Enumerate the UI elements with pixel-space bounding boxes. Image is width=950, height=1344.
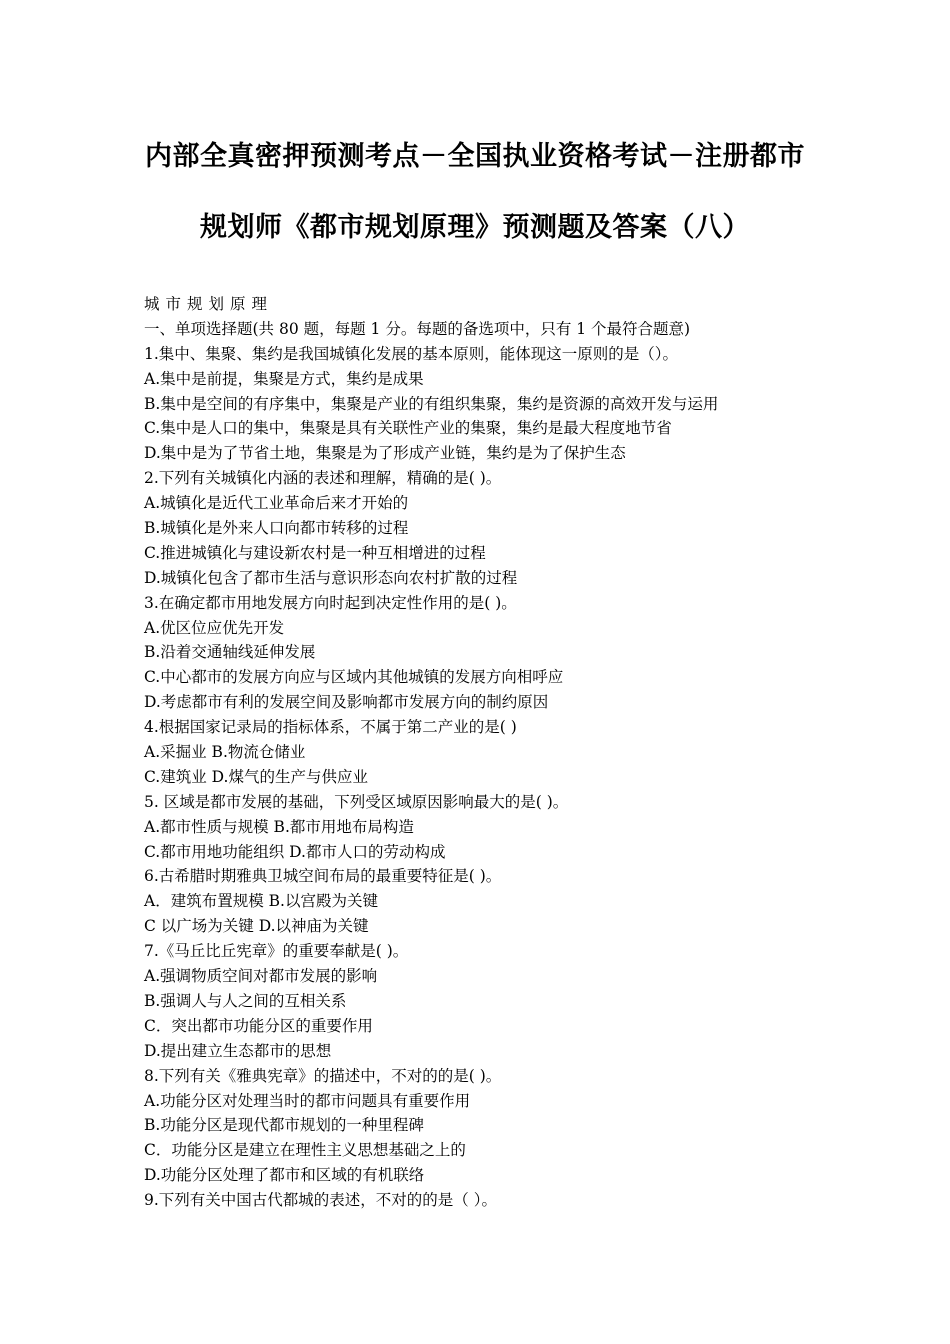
question-1-option-c: C.集中是人口的集中，集聚是具有关联性产业的集聚，集约是最大程度地节省 (144, 419, 672, 438)
question-8-option-a: A.功能分区对处理当时的都市问题具有重要作用 (144, 1091, 471, 1110)
question-1: 1.集中、集聚、集约是我国城镇化发展的基本原则，能体现这一原则的是（）。 (144, 344, 679, 363)
question-3: 3.在确定都市用地发展方向时起到决定性作用的是( )。 (144, 593, 517, 612)
question-4-options-ab: A.采掘业 B.物流仓储业 (144, 743, 306, 762)
question-8-option-c: C．功能分区是建立在理性主义思想基础之上的 (144, 1141, 466, 1160)
question-1-option-a: A.集中是前提，集聚是方式，集约是成果 (144, 369, 424, 388)
question-3-option-c: C.中心都市的发展方向应与区域内其他城镇的发展方向相呼应 (144, 668, 564, 687)
question-8-option-d: D.功能分区处理了都市和区域的有机联络 (144, 1166, 425, 1185)
question-1-option-d: D.集中是为了节省土地，集聚是为了形成产业链，集约是为了保护生态 (144, 444, 626, 463)
question-4-options-cd: C.建筑业 D.煤气的生产与供应业 (144, 767, 368, 786)
subject-heading: 城市规划原理 (144, 295, 274, 313)
question-3-option-d: D.考虑都市有利的发展空间及影响都市发展方向的制约原因 (144, 693, 549, 712)
question-2-option-c: C.推进城镇化与建设新农村是一种互相增进的过程 (144, 543, 486, 562)
question-8-option-b: B.功能分区是现代都市规划的一种里程碑 (144, 1116, 424, 1135)
document-body (144, 292, 844, 1213)
section-heading: 一、单项选择题(共 80 题，每题 1 分。每题的备选项中，只有 1 个最符合题意) (144, 319, 691, 338)
question-7-option-c: C．突出都市功能分区的重要作用 (144, 1016, 373, 1035)
question-6-options-cd: C 以广场为关键 D.以神庙为关键 (144, 917, 369, 936)
question-7: 7.《马丘比丘宪章》的重要奉献是( )。 (144, 942, 409, 961)
document-title-line-2: 规划师《都市规划原理》预测题及答案（八） (200, 212, 750, 243)
document-title-line-1: 内部全真密押预测考点－全国执业资格考试－注册都市 (145, 141, 805, 172)
question-3-option-b: B.沿着交通轴线延伸发展 (144, 643, 316, 662)
question-1-option-b: B.集中是空间的有序集中，集聚是产业的有组织集聚，集约是资源的高效开发与运用 (144, 394, 719, 413)
question-6-options-ab: A．建筑布置规模 B.以宫殿为关键 (144, 892, 378, 911)
question-7-option-d: D.提出建立生态都市的思想 (144, 1041, 332, 1060)
question-4: 4.根据国家记录局的指标体系，不属于第二产业的是( ) (144, 718, 517, 737)
question-5: 5. 区域是都市发展的基础，下列受区域原因影响最大的是( )。 (144, 792, 569, 811)
question-7-option-b: B.强调人与人之间的互相关系 (144, 991, 347, 1010)
question-2-option-b: B.城镇化是外来人口向都市转移的过程 (144, 519, 409, 538)
question-2-option-d: D.城镇化包含了都市生活与意识形态向农村扩散的过程 (144, 568, 518, 587)
question-7-option-a: A.强调物质空间对都市发展的影响 (144, 967, 378, 986)
question-6: 6.古希腊时期雅典卫城空间布局的最重要特征是( )。 (144, 867, 502, 886)
question-9: 9.下列有关中国古代都城的表述，不对的的是（ ）。 (144, 1191, 497, 1210)
question-2: 2.下列有关城镇化内涵的表述和理解，精确的是( )。 (144, 469, 502, 488)
question-5-options-ab: A.都市性质与规模 B.都市用地布局构造 (144, 817, 414, 836)
question-5-options-cd: C.都市用地功能组织 D.都市人口的劳动构成 (144, 842, 446, 861)
question-8: 8.下列有关《雅典宪章》的描述中，不对的的是( )。 (144, 1066, 502, 1085)
question-2-option-a: A.城镇化是近代工业革命后来才开始的 (144, 494, 409, 513)
question-3-option-a: A.优区位应优先开发 (144, 618, 285, 637)
